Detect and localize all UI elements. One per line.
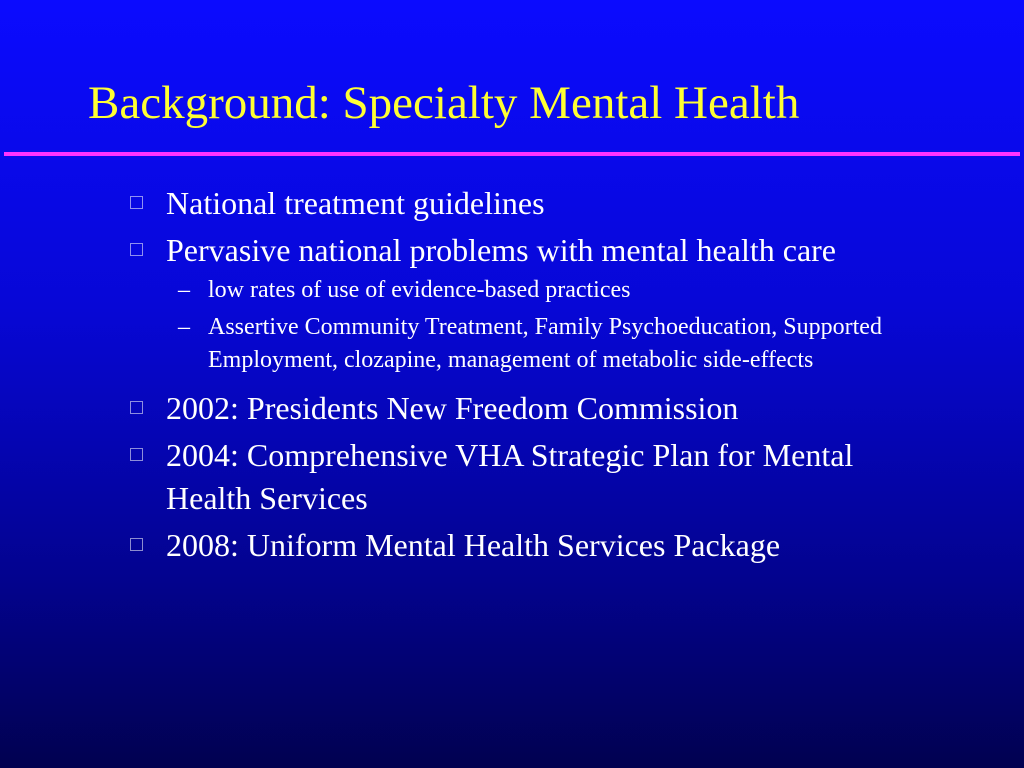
bullet-item	[130, 434, 900, 520]
bullet-item	[130, 229, 900, 377]
sub-bullet-text: Assertive Community Treatment, Family Psychoeducation, Supported Employment, clozapine, management of metabolic side-effects	[208, 314, 882, 373]
bullet-marker-icon	[130, 243, 143, 256]
sub-bullet-list	[166, 274, 900, 377]
bullet-marker-icon	[130, 448, 143, 461]
bullet-text: 2004: Comprehensive VHA Strategic Plan for Mental Health Services	[166, 437, 854, 516]
bullet-text: 2002: Presidents New Freedom Commission	[166, 390, 739, 426]
bullet-item	[130, 524, 900, 567]
sub-bullet-text: low rates of use of evidence-based practices	[208, 277, 631, 303]
title-divider	[4, 152, 1020, 156]
bullet-item	[130, 387, 900, 430]
bullet-text: National treatment guidelines	[166, 185, 545, 221]
dash-marker-icon: –	[178, 314, 190, 340]
sub-bullet-item	[166, 274, 900, 307]
bullet-marker-icon	[130, 538, 143, 551]
dash-marker-icon: –	[178, 277, 190, 303]
bullet-text: 2008: Uniform Mental Health Services Package	[166, 527, 781, 563]
sub-bullet-item	[166, 311, 900, 377]
slide-title: Background: Specialty Mental Health	[88, 77, 800, 129]
bullet-list	[130, 182, 900, 571]
bullet-marker-icon	[130, 401, 143, 414]
bullet-marker-icon	[130, 196, 143, 209]
bullet-text: Pervasive national problems with mental health care	[166, 232, 836, 268]
bullet-item	[130, 182, 900, 225]
